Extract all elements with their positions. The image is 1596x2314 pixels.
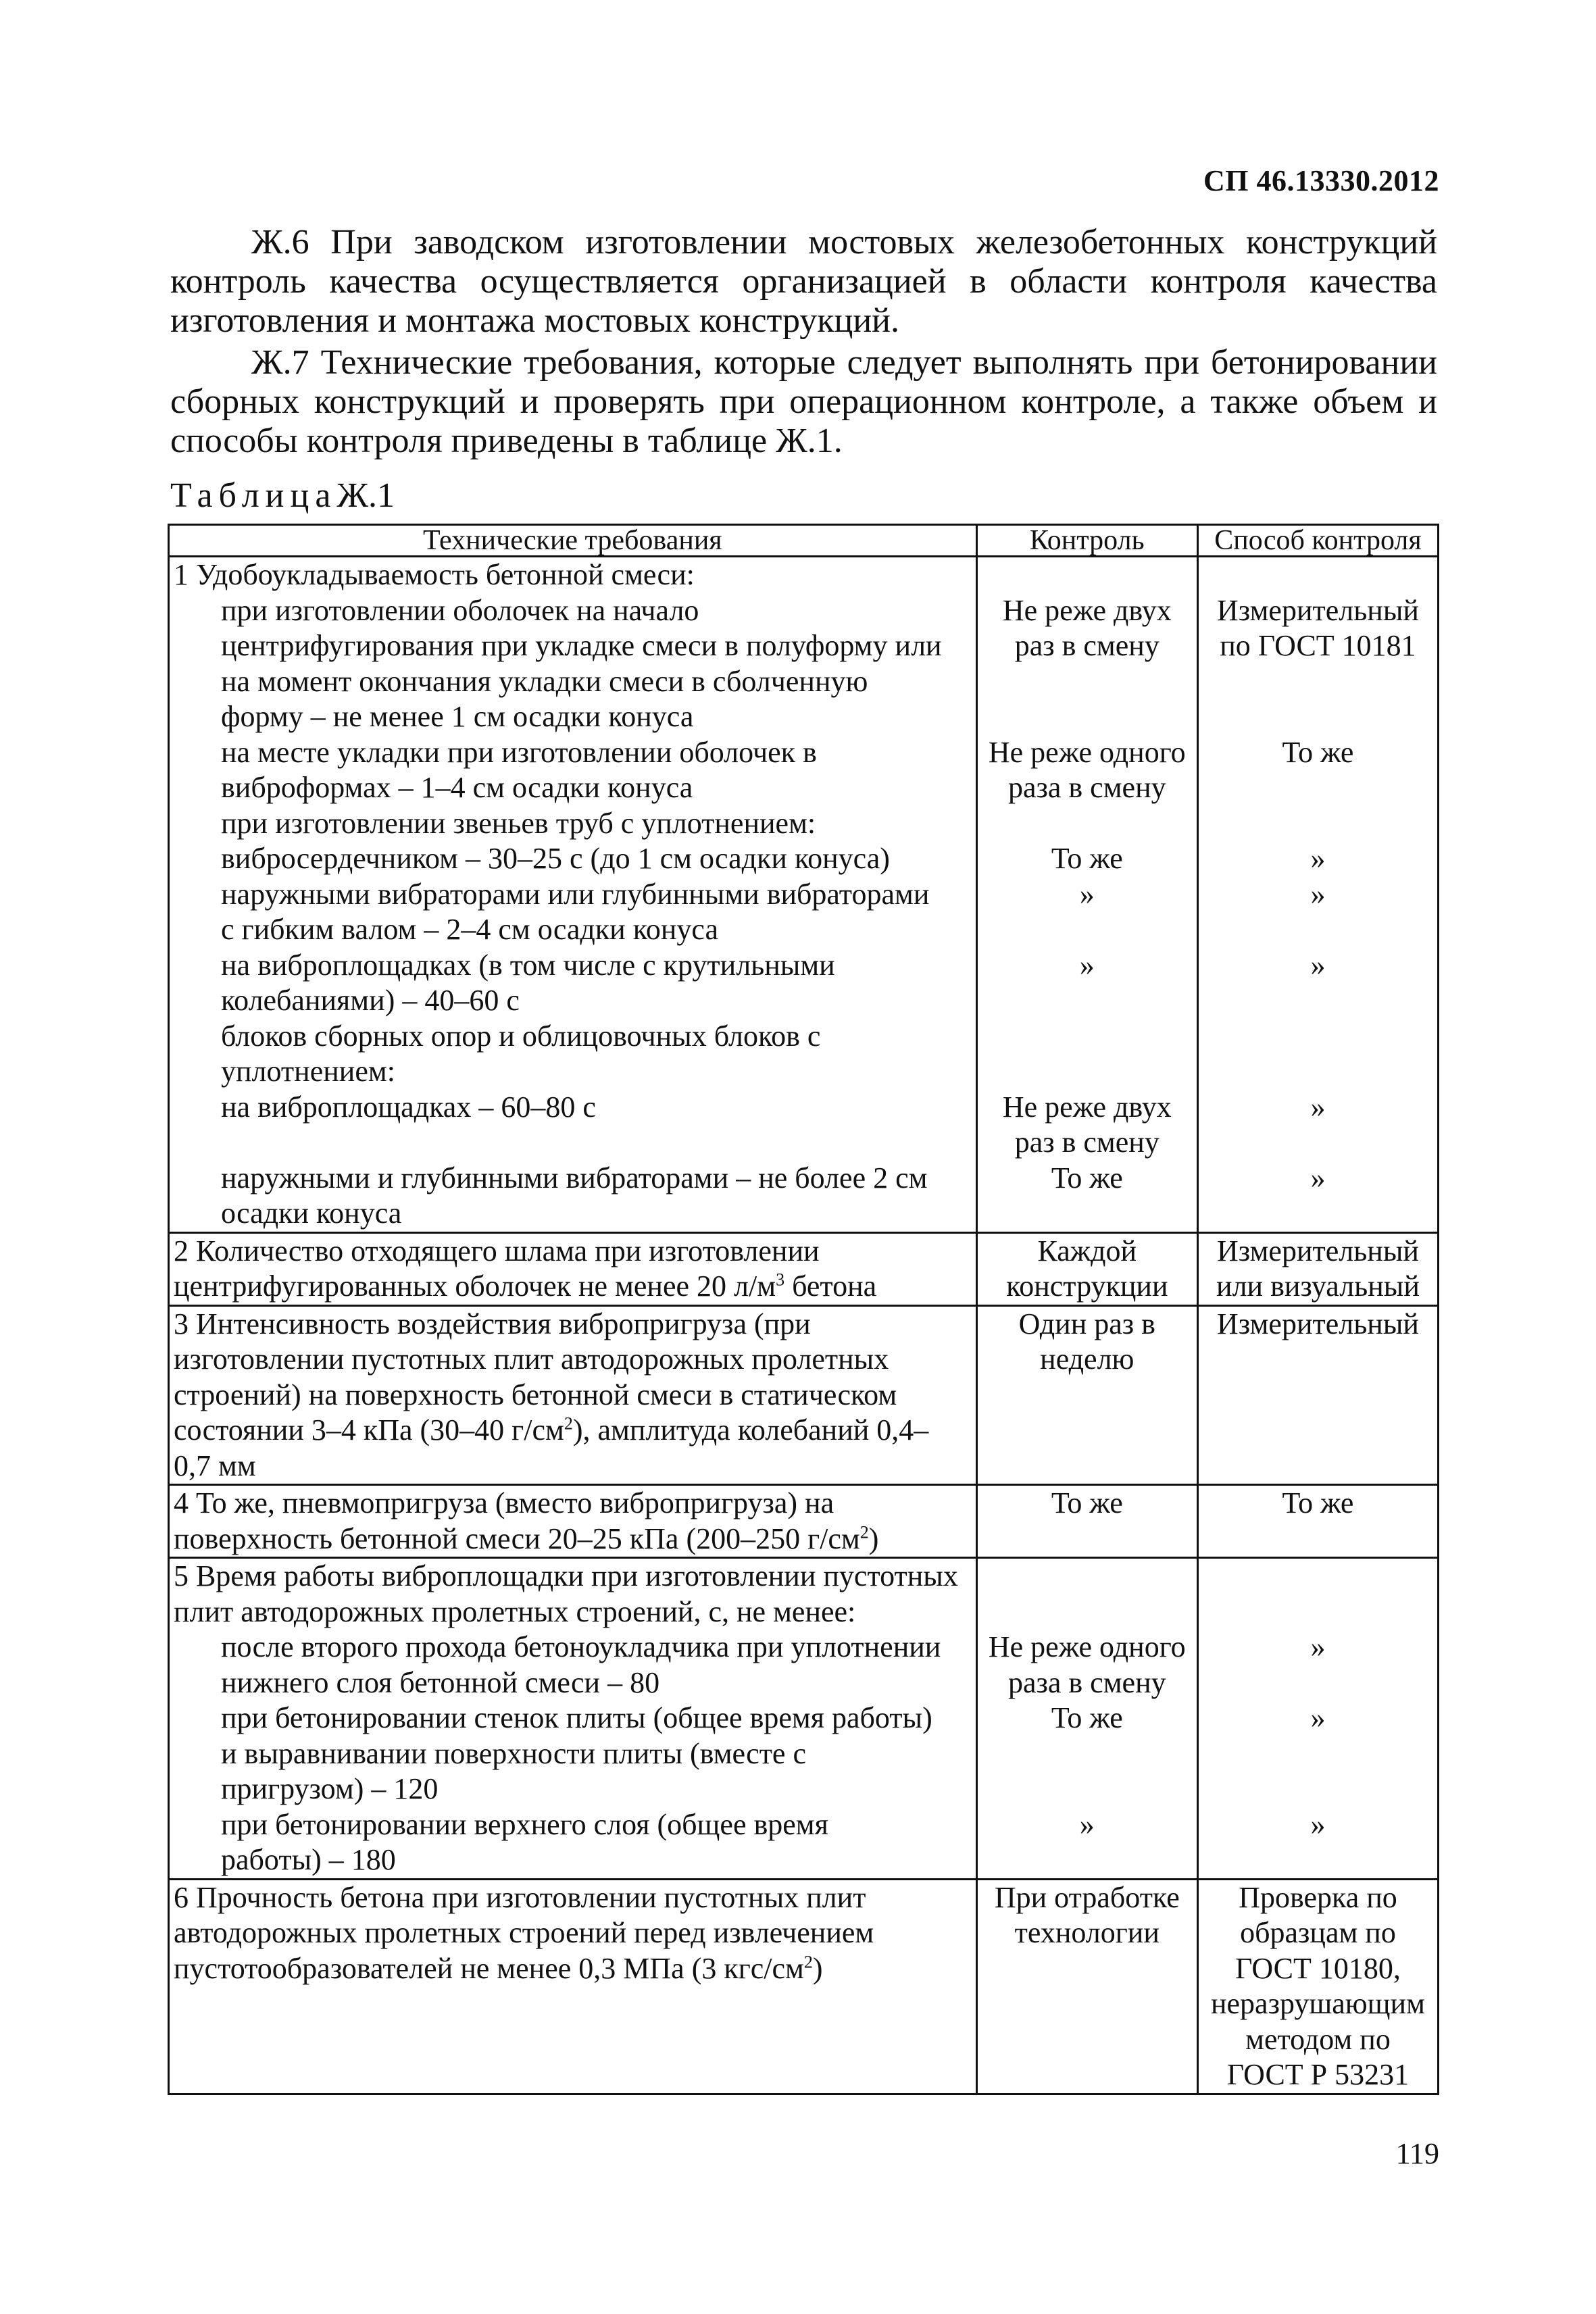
row2-method: Измерительный или визуальный — [1197, 1232, 1438, 1305]
row1-requirements: 1 Удобоукладываемость бетонной смеси: при изготовлении оболочек на начало центрифугирования при укладке смеси в полуформу или на момент окончания укладки смеси в сболченную форму – не менее 1 см осадки конуса на месте укладки при изготовлении оболочек в виброформах – 1–4 см осадки конуса при изготовлении звеньев труб с уплотнением: вибросердечником – 30–25 с (до 1 см осадки конуса) наружными вибраторами или глубинными вибраторами с гибким валом – 2–4 см осадки конуса на виброплощадках (в том числе с крутильными колебаниями) – 40–60 с блоков сборных опор и облицовочных блоков с уплотнением: на виброплощадках – 60–80 с наружными и глубинными вибраторами – не более 2 см осадки конуса — [169, 557, 977, 1233]
table-row — [169, 557, 1439, 1233]
header-requirements: Технические требования — [169, 525, 977, 557]
paragraph-zh7: Ж.7 Технические требования, которые следует выполнять при бетонировании сборных конструкций и проверять при операционном контроле, а также объем и способы контроля приведены в таблице Ж.1. — [170, 343, 1437, 460]
row6-method: Проверка по образцам по ГОСТ 10180, неразрушающим методом по ГОСТ Р 53231 — [1197, 1879, 1438, 2094]
paragraph-zh6: Ж.6 При заводском изготовлении мостовых железобетонных конструкций контроль качества осуществляется организацией в области контроля качества изготовления и монтажа мостовых конструкций. — [170, 223, 1437, 340]
header-control: Контроль — [976, 525, 1197, 557]
header-method: Способ контроля — [1197, 525, 1438, 557]
requirements-table — [168, 524, 1439, 2095]
table-row — [169, 1879, 1439, 2094]
table-row — [169, 1558, 1439, 1880]
row3-control: Один раз в неделю — [976, 1305, 1197, 1485]
row5-requirements: 5 Время работы виброплощадки при изготовлении пустотных плит автодорожных пролетных строений, с, не менее: после второго прохода бетоноукладчика при уплотнении нижнего слоя бетонной смеси – 80 при бетонировании стенок плиты (общее время работы) и выравнивании поверхности плиты (вместе с пригрузом) – 120 при бетонировании верхнего слоя (общее время работы) – 180 — [169, 1558, 977, 1880]
table-caption-word: Таблица — [170, 476, 337, 515]
table-row — [169, 1485, 1439, 1558]
row3-method: Измерительный — [1197, 1305, 1438, 1485]
row2-requirements: 2 Количество отходящего шлама при изготовлении центрифугированных оболочек не менее 20 $л/м^3$ бетона — [169, 1232, 977, 1305]
row4-control: То же — [976, 1485, 1197, 1558]
row1-method: Измерительный по ГОСТ 10181 То же » » » » » — [1197, 557, 1438, 1233]
table-row — [169, 1305, 1439, 1485]
table-caption — [170, 476, 395, 515]
row4-requirements: 4 То же, пневмопригруза (вместо вибропригруза) на поверхность бетонной смеси 20–25 кПа (200–250 $г/см^2$) — [169, 1485, 977, 1558]
row5-control: Не реже одного раза в смену То же » — [976, 1558, 1197, 1880]
document-code: СП 46.13330.2012 — [1203, 164, 1439, 197]
table-row — [169, 1232, 1439, 1305]
row5-method: » » » — [1197, 1558, 1438, 1880]
table-caption-number: Ж.1 — [336, 476, 395, 515]
row1-control: Не реже двух раз в смену Не реже одного раза в смену То же » » Не реже двух раз в смену То же — [976, 557, 1197, 1233]
row4-method: То же — [1197, 1485, 1438, 1558]
page-number: 119 — [1395, 2137, 1439, 2170]
row6-control: При отработке технологии — [976, 1879, 1197, 2094]
row3-requirements: 3 Интенсивность воздействия вибропригруза (при изготовлении пустотных плит автодорожных пролетных строений) на поверхность бетонной смеси в статическом состоянии 3–4 кПа (30–40 $г/см^2$), амплитуда колебаний 0,4– 0,7 мм — [169, 1305, 977, 1485]
row2-control: Каждой конструкции — [976, 1232, 1197, 1305]
row6-requirements: 6 Прочность бетона при изготовлении пустотных плит автодорожных пролетных строений перед извлечением пустотообразователей не менее 0,3 МПа (3 кгс/$см^2$) — [169, 1879, 977, 2094]
table-header-row — [169, 525, 1439, 557]
